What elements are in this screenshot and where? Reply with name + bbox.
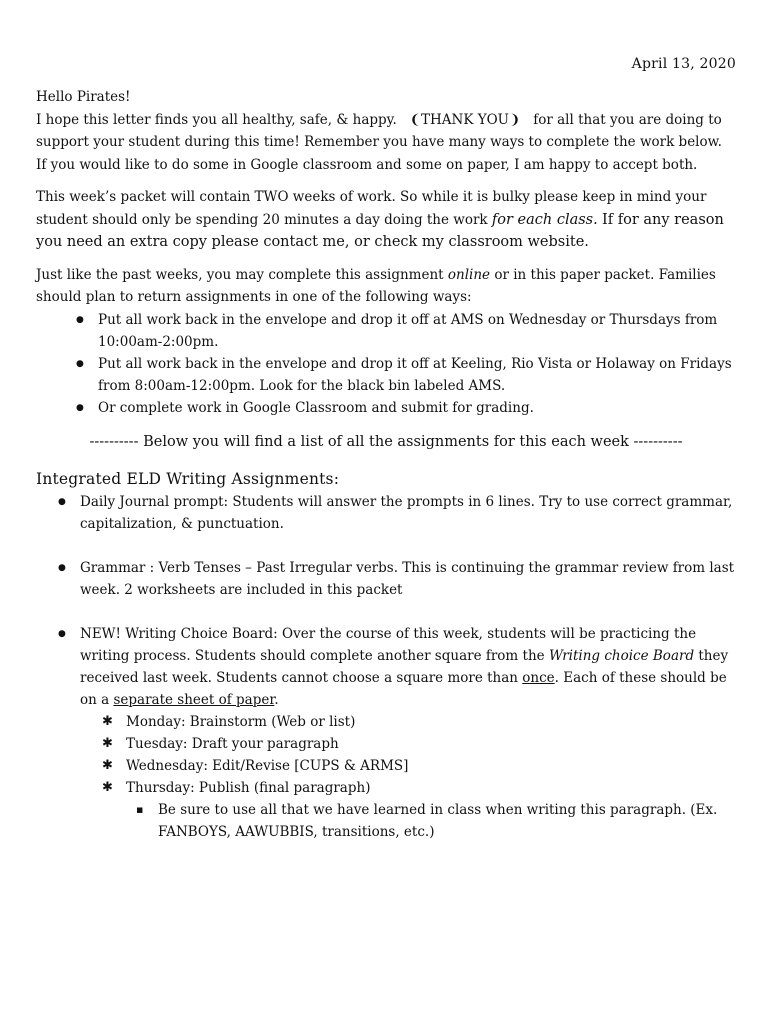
packet-emphasis: for each class. [491, 211, 598, 228]
weekday-step [102, 733, 736, 755]
choice-board-title: NEW! Writing Choice Board: [80, 625, 278, 642]
choice-board-text-2: they received last week. Students cannot choose a square more than [80, 647, 729, 686]
thank-you-callout: ❨THANK YOU❩ [409, 111, 521, 128]
section-title: Integrated ELD Writing Assignments: [36, 469, 340, 488]
weekday-step [102, 755, 736, 777]
weekday-step [102, 711, 736, 733]
letter-page [36, 56, 736, 843]
assignment-grammar [58, 557, 736, 601]
grammar-text: : Verb Tenses – Past Irregular verbs. This is continuing the grammar review from last week. 2 worksheets are included in this packet [80, 559, 735, 598]
assignments-list [36, 491, 736, 843]
asterisk-bullet-icon: ✱ [102, 735, 113, 751]
return-text-1: Just like the past weeks, you may complete this assignment [36, 266, 444, 283]
weekday-step-text: Monday: Brainstorm (Web or list) [126, 713, 356, 730]
journal-title: Daily Journal prompt: [80, 493, 229, 510]
return-online-emphasis: online [447, 266, 491, 283]
weekday-step-text: Thursday: Publish (final paragraph) [126, 779, 371, 796]
assignments-divider: ---------- Below you will find a list of all the assignments for this each week ---------- [89, 433, 683, 450]
weekday-step-text: Wednesday: Edit/Revise [CUPS & ARMS] [126, 757, 409, 774]
choice-board-text-1: Over the course of this week, students will be practicing the writing process. Students should complete another square from the [80, 625, 697, 664]
letter-date: April 13, 2020 [631, 56, 736, 72]
asterisk-bullet-icon: ✱ [102, 713, 113, 729]
return-text-2: or in this paper packet. Families should plan to return assignments in one of the following ways: [36, 266, 716, 305]
packet-text-2: If for any reason you need an extra copy please contact me, or check my classroom website. [36, 211, 724, 250]
assignment-journal [58, 491, 736, 535]
assignment-choice-board [58, 623, 736, 843]
greeting: Hello Pirates! [36, 89, 131, 105]
intro-text-after: for all that you are doing to support your student during this time! Remember you have many ways to complete the work below. If you would like to do some in Google classroom and some on paper, I am happy to accept both. [36, 111, 722, 173]
final-note: ▪ Be sure to use all that we have learned in class when writing this paragraph. (Ex. FANBOYS, AAWUBBIS, transitions, etc.) [136, 799, 736, 843]
asterisk-bullet-icon: ✱ [102, 779, 113, 795]
grammar-title: Grammar [80, 559, 146, 576]
choice-board-text-3: . Each of these should be on a [80, 669, 727, 708]
return-option: ● Or complete work in Google Classroom and submit for grading. [76, 397, 736, 419]
choice-board-text-4: . [274, 691, 279, 708]
choice-board-once: once [522, 669, 555, 686]
packet-paragraph [36, 186, 736, 254]
packet-text-1: This week’s packet will contain TWO weeks of work. So while it is bulky please keep in mind your student should only be spending 20 minutes a day doing the work [36, 189, 707, 228]
return-option: ● Put all work back in the envelope and drop it off at Keeling, Rio Vista or Holaway on Fridays from 8:00am-12:00pm. Look for the black bin labeled AMS. [76, 353, 736, 397]
final-note-list [126, 799, 736, 843]
weekday-steps-list [80, 711, 736, 843]
journal-text: Students will answer the prompts in 6 lines. Try to use correct grammar, capitalization, & punctuation. [80, 493, 733, 532]
intro-paragraph [36, 109, 736, 177]
choice-board-separate: separate sheet of paper [113, 691, 275, 708]
weekday-step-text: Tuesday: Draft your paragraph [126, 735, 339, 752]
asterisk-bullet-icon: ✱ [102, 757, 113, 773]
choice-board-emphasis: Writing choice Board [548, 647, 695, 664]
weekday-step [102, 777, 736, 843]
return-paragraph [36, 264, 736, 309]
return-option: ● Put all work back in the envelope and drop it off at AMS on Wednesday or Thursdays from 10:00am-2:00pm. [76, 309, 736, 353]
intro-text-before: I hope this letter finds you all healthy, safe, & happy. [36, 111, 397, 128]
return-options-list [36, 309, 736, 419]
